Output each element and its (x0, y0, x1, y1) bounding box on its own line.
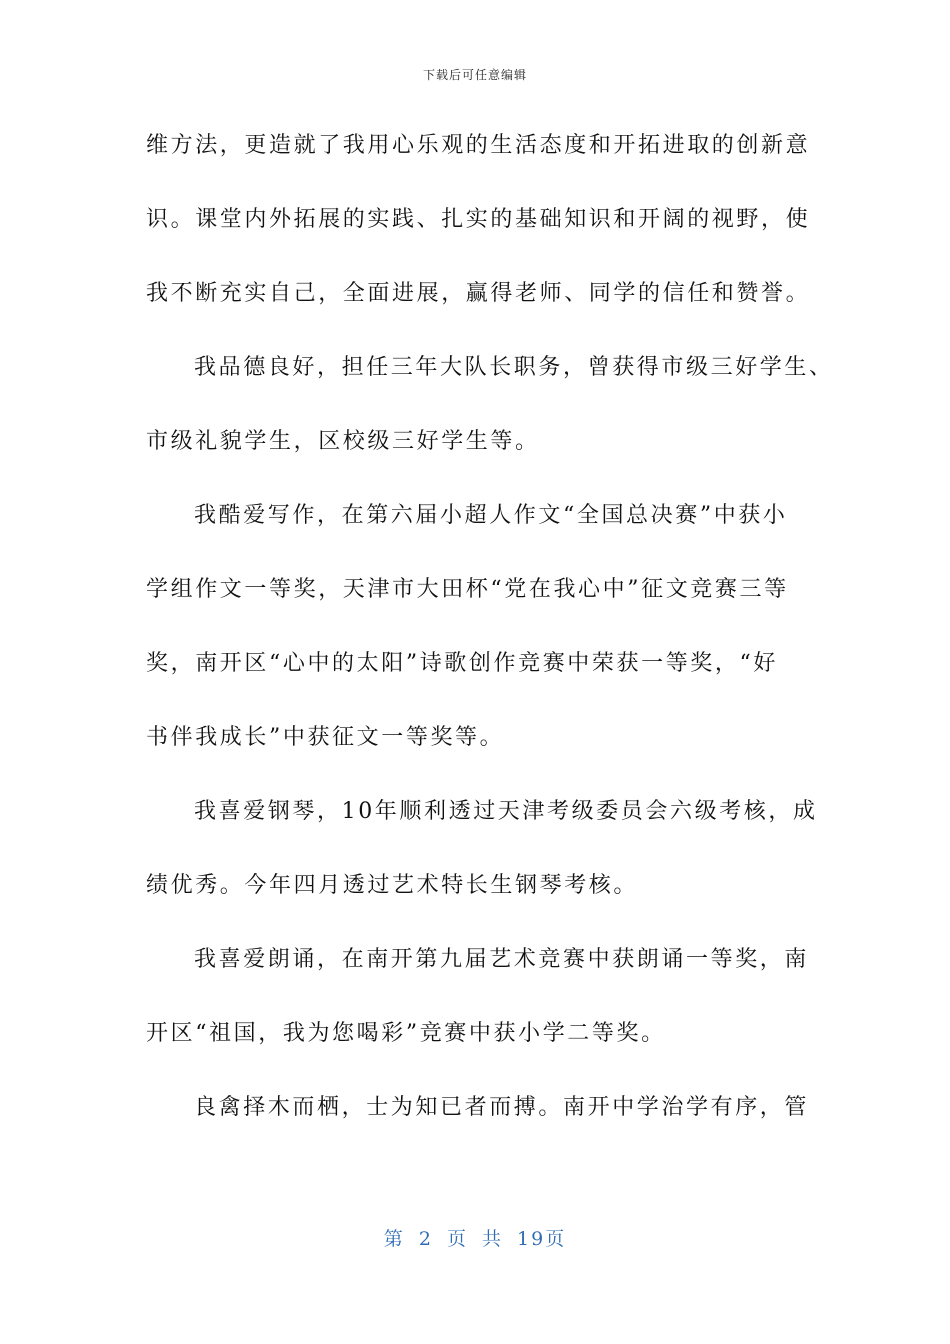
text-line: 开区“祖国，我为您喝彩”竞赛中获小学二等奖。 (146, 1021, 666, 1046)
text-line: 维方法，更造就了我用心乐观的生活态度和开拓进取的创新意 (146, 133, 811, 158)
text-line: 绩优秀。今年四月透过艺术特长生钢琴考核。 (146, 873, 639, 898)
text-line: 市级礼貌学生，区校级三好学生等。 (146, 429, 540, 454)
page-number: 第 2 页 共 19页 (383, 1228, 567, 1250)
body-text (146, 124, 834, 1160)
paragraph-start-line: 我品德良好，担任三年大队长职务，曾获得市级三好学生、 (194, 355, 834, 380)
paragraph-start-line: 我喜爱朗诵，在南开第九届艺术竞赛中获朗诵一等奖，南 (194, 947, 810, 972)
paragraph-start-line: 我酷爱写作，在第六届小超人作文“全国总决赛”中获小 (194, 503, 788, 528)
page-header: 下载后可任意编辑 (422, 68, 527, 82)
text-line: 学组作文一等奖，天津市大田杯“党在我心中”征文竞赛三等 (146, 577, 789, 602)
text-line: 书伴我成长”中获征文一等奖等。 (146, 725, 505, 750)
text-line: 我不断充实自己，全面进展，赢得老师、同学的信任和赞誉。 (146, 281, 811, 306)
text-line: 识。课堂内外拓展的实践、扎实的基础知识和开阔的视野，使 (146, 207, 811, 232)
paragraph-start-line: 我喜爱钢琴，10年顺利透过天津考级委员会六级考核，成 (194, 799, 818, 824)
text-line: 奖，南开区“心中的太阳”诗歌创作竞赛中荣获一等奖，“好 (146, 651, 778, 676)
paragraph-start-line: 良禽择木而栖，士为知已者而搏。南开中学治学有序，管 (194, 1095, 810, 1120)
